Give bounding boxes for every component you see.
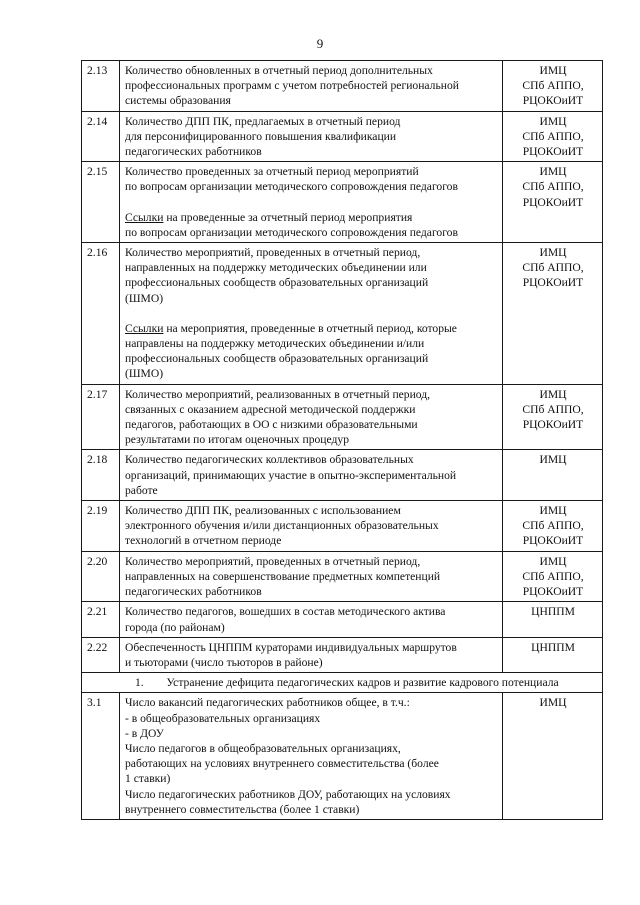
text-line: ИМЦ	[539, 504, 567, 518]
text-line: ИМЦ	[539, 165, 567, 179]
indicator-text	[120, 450, 503, 501]
row-number: 2.19	[82, 501, 120, 552]
text-line: ИМЦ	[539, 554, 567, 568]
indicator-text	[120, 243, 503, 385]
row-number: 2.15	[82, 162, 120, 243]
indicator-text	[120, 551, 503, 602]
section-header	[82, 673, 603, 693]
table-row	[82, 693, 603, 820]
text-line: Количество мероприятий, проведенных в отчетный период,	[125, 246, 421, 260]
responsible-org	[503, 111, 603, 162]
text-line: профессиональных сообществ образовательных организаций	[125, 276, 429, 290]
text-line: электронного обучения и/или дистанционных образовательных	[125, 519, 439, 533]
text-line: направлены на поддержку методических объединении и/или	[125, 337, 425, 351]
row-number: 2.16	[82, 243, 120, 385]
text-line: ИМЦ	[539, 246, 567, 260]
text-line: Число вакансий педагогических работников общее, в т.ч.:	[125, 696, 410, 710]
indicators-table	[81, 60, 603, 820]
links-line	[125, 210, 498, 225]
text-line: РЦОКОиИТ	[522, 585, 584, 599]
text-line: ЦНППМ	[531, 605, 575, 619]
text-line: Число педагогических работников ДОУ, работающих на условиях	[125, 787, 451, 801]
text-line: - в общеобразовательных организациях	[125, 711, 321, 725]
text-line: ИМЦ	[539, 696, 567, 710]
table-row	[82, 384, 603, 450]
table-row	[82, 162, 603, 243]
text-line: профессиональных программ с учетом потребностей региональной	[125, 79, 459, 93]
indicator-text	[120, 384, 503, 450]
text-line: РЦОКОиИТ	[522, 418, 584, 432]
text-line: РЦОКОиИТ	[522, 195, 584, 209]
text-line: Количество ДПП ПК, предлагаемых в отчетный период	[125, 114, 401, 128]
row-number: 2.14	[82, 111, 120, 162]
responsible-org	[503, 243, 603, 385]
links-text: на проведенные за отчетный период мероприятия	[163, 210, 413, 224]
text-line: Количество проведенных за отчетный период мероприятий	[125, 165, 419, 179]
text-line: (ШМО)	[125, 367, 164, 381]
page-number: 9	[316, 36, 324, 51]
text-line: организаций, принимающих участие в опытно-экспериментальной	[125, 468, 457, 482]
links-word: Ссылки	[125, 210, 164, 224]
text-line: ИМЦ	[539, 453, 567, 467]
responsible-org	[503, 501, 603, 552]
text-line: результатами по итогам оценочных процедур	[125, 433, 349, 447]
table-row	[82, 637, 603, 672]
row-number: 2.20	[82, 551, 120, 602]
text-line: РЦОКОиИТ	[522, 276, 584, 290]
section-number: 1.	[135, 676, 144, 690]
row-number: 2.18	[82, 450, 120, 501]
text-line: и тьюторами (число тьюторов в районе)	[125, 655, 323, 669]
table-row	[82, 61, 603, 112]
text-line: РЦОКОиИТ	[522, 145, 584, 159]
indicator-text	[120, 111, 503, 162]
text-line: технологий в отчетном периоде	[125, 534, 282, 548]
text-line: РЦОКОиИТ	[522, 94, 584, 108]
responsible-org	[503, 637, 603, 672]
row-number: 2.17	[82, 384, 120, 450]
text-line: Число педагогов в общеобразовательных организациях,	[125, 741, 401, 755]
row-number: 2.22	[82, 637, 120, 672]
responsible-org	[503, 551, 603, 602]
links-text: на мероприятия, проведенные в отчетный период, которые	[163, 321, 457, 335]
text-line: системы образования	[125, 94, 231, 108]
text-line: СПб АППО,	[522, 402, 584, 416]
text-line: профессиональных сообществ образовательных организаций	[125, 352, 429, 366]
text-line: Количество ДПП ПК, реализованных с использованием	[125, 504, 401, 518]
text-line: СПб АППО,	[522, 519, 584, 533]
text-line: направленных на совершенствование предметных компетенций	[125, 569, 441, 583]
responsible-org	[503, 602, 603, 637]
text-line: направленных на поддержку методических объединении или	[125, 261, 427, 275]
text-line: города (по районам)	[125, 620, 225, 634]
text-line: по вопросам организации методического сопровождения педагогов	[125, 225, 458, 239]
indicator-text	[120, 162, 503, 243]
indicator-text	[120, 602, 503, 637]
text-line: ИМЦ	[539, 387, 567, 401]
text-line: СПб АППО,	[522, 129, 584, 143]
text-line: СПб АППО,	[522, 180, 584, 194]
responsible-org	[503, 693, 603, 820]
spacer	[125, 195, 498, 210]
table-row	[82, 501, 603, 552]
text-line: ИМЦ	[539, 114, 567, 128]
text-line: 1 ставки)	[125, 772, 171, 786]
text-line: педагогических работников	[125, 585, 262, 599]
text-line: Обеспеченность ЦНППМ кураторами индивидуальных маршрутов	[125, 640, 457, 654]
text-line: (ШМО)	[125, 291, 164, 305]
indicator-text	[120, 501, 503, 552]
text-line: Количество обновленных в отчетный период дополнительных	[125, 64, 433, 77]
text-line: Количество педагогических коллективов образовательных	[125, 453, 414, 467]
indicator-text	[120, 637, 503, 672]
text-line: ЦНППМ	[531, 640, 575, 654]
section-header-row	[82, 673, 603, 693]
indicator-text	[120, 61, 503, 112]
links-word: Ссылки	[125, 321, 164, 335]
section-title: Устранение дефицита педагогических кадров и развитие кадрового потенциала	[166, 676, 559, 690]
row-number: 2.13	[82, 61, 120, 112]
table-row	[82, 243, 603, 385]
table-row	[82, 111, 603, 162]
text-line: работе	[125, 483, 158, 497]
indicator-text	[120, 693, 503, 820]
text-line: - в ДОУ	[125, 726, 164, 740]
responsible-org	[503, 384, 603, 450]
text-line: педагогов, работающих в ОО с низкими образовательными	[125, 418, 418, 432]
text-line: СПб АППО,	[522, 79, 584, 93]
text-line: педагогических работников	[125, 145, 262, 159]
responsible-org	[503, 61, 603, 112]
text-line: внутреннего совместительства (более 1 ставки)	[125, 802, 360, 816]
row-number: 3.1	[82, 693, 120, 820]
links-line	[125, 321, 498, 336]
text-line: ИМЦ	[539, 64, 567, 77]
spacer	[125, 306, 498, 321]
table-row	[82, 602, 603, 637]
table-row	[82, 450, 603, 501]
text-line: Количество мероприятий, проведенных в отчетный период,	[125, 554, 421, 568]
row-number: 2.21	[82, 602, 120, 637]
text-line: связанных с оказанием адресной методической поддержки	[125, 402, 416, 416]
text-line: для персонифицированного повышения квалификации	[125, 129, 397, 143]
text-line: РЦОКОиИТ	[522, 534, 584, 548]
text-line: Количество педагогов, вошедших в состав методического актива	[125, 605, 446, 619]
responsible-org	[503, 162, 603, 243]
text-line: СПб АППО,	[522, 261, 584, 275]
text-line: СПб АППО,	[522, 569, 584, 583]
text-line: Количество мероприятий, реализованных в отчетный период,	[125, 387, 431, 401]
table-row	[82, 551, 603, 602]
responsible-org	[503, 450, 603, 501]
text-line: работающих на условиях внутреннего совместительства (более	[125, 757, 439, 771]
text-line: по вопросам организации методического сопровождения педагогов	[125, 180, 458, 194]
